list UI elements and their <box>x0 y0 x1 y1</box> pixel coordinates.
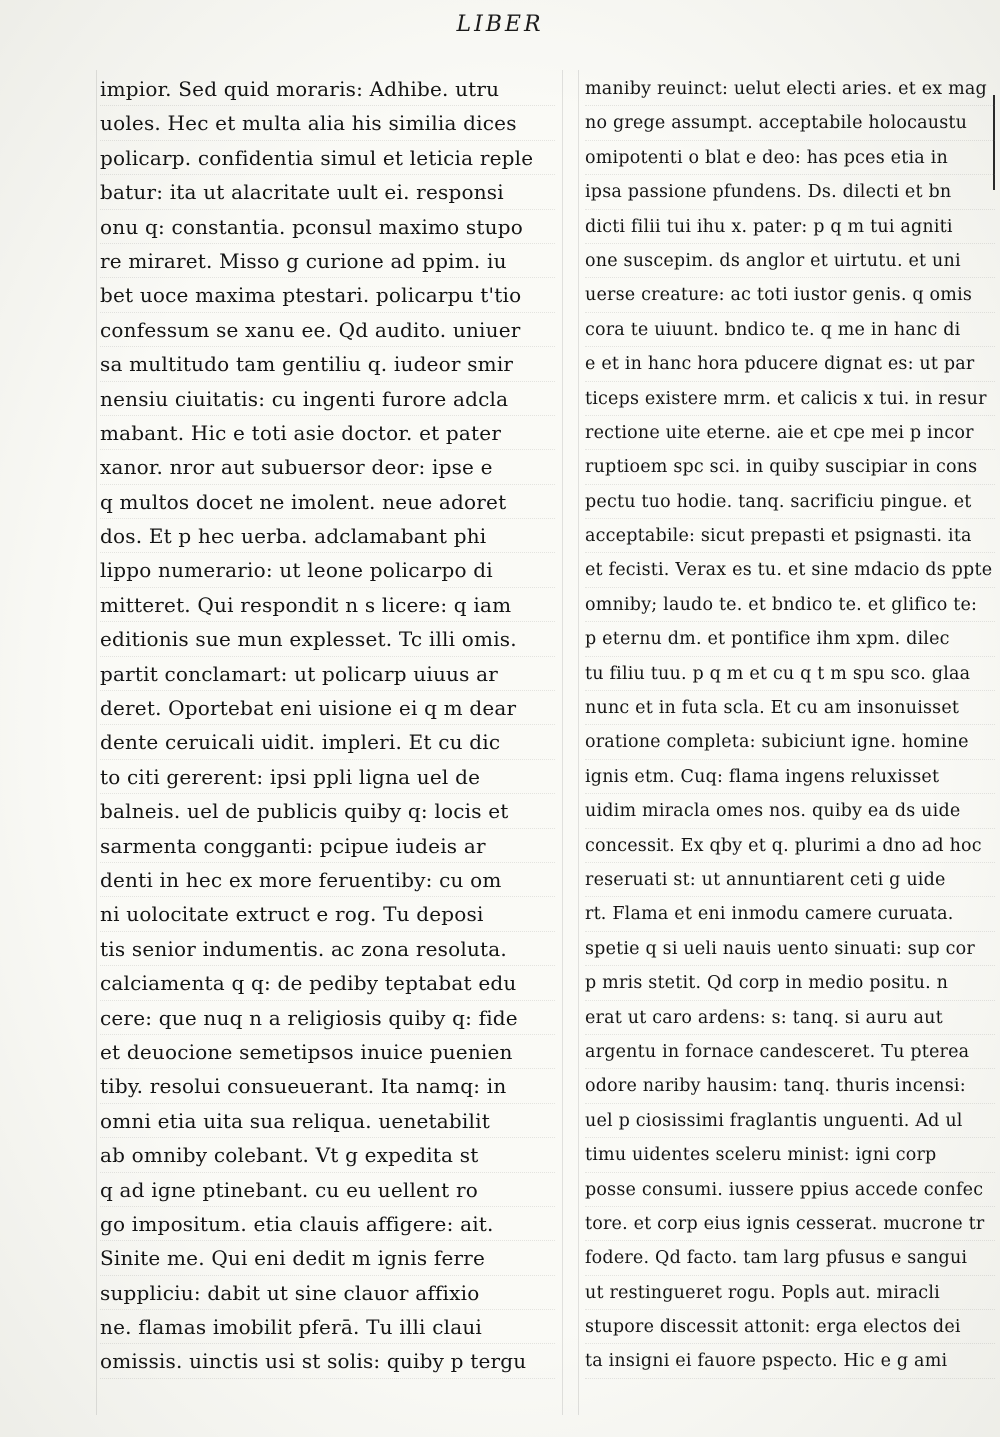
text-line: ne. flamas imobilit pferā. Tu illi claui <box>100 1310 555 1344</box>
text-line: uerse creature: ac toti iustor genis. q omis <box>585 278 995 312</box>
text-line: acceptabile: sicut prepasti et psignasti. ita <box>585 519 995 553</box>
text-line: argentu in fornace candesceret. Tu pterea <box>585 1035 995 1069</box>
text-line: uidim miracla omes nos. quiby ea ds uide <box>585 794 995 828</box>
text-line: odore nariby hausim: tanq. thuris incensi: <box>585 1069 995 1103</box>
text-line: tiby. resolui consueuerant. Ita namq: in <box>100 1069 555 1103</box>
text-line: Sinite me. Qui eni dedit m ignis ferre <box>100 1241 555 1275</box>
text-line: sa multitudo tam gentiliu q. iudeor smir <box>100 347 555 381</box>
text-line: lippo numerario: ut leone policarpo di <box>100 553 555 587</box>
text-line: one suscepim. ds anglor et uirtutu. et uni <box>585 244 995 278</box>
text-line: pectu tuo hodie. tanq. sacrificiu pingue. et <box>585 485 995 519</box>
text-line: batur: ita ut alacritate uult ei. responsi <box>100 175 555 209</box>
text-line: ipsa passione pfundens. Ds. dilecti et bn <box>585 175 995 209</box>
text-line: partit conclamart: ut policarp uiuus ar <box>100 657 555 691</box>
center-ruling-line-right <box>578 70 579 1415</box>
text-line: et deuocione semetipsos inuice puenien <box>100 1035 555 1069</box>
text-line: to citi gererent: ipsi ppli ligna uel de <box>100 760 555 794</box>
text-line: onu q: constantia. pconsul maximo stupo <box>100 210 555 244</box>
text-line: ab omniby colebant. Vt g expedita st <box>100 1138 555 1172</box>
text-line: uoles. Hec et multa alia his similia dices <box>100 106 555 140</box>
text-line: cora te uiuunt. bndico te. q me in hanc di <box>585 313 995 347</box>
text-line: mabant. Hic e toti asie doctor. et pater <box>100 416 555 450</box>
text-line: xanor. nror aut subuersor deor: ipse e <box>100 450 555 484</box>
text-line: ignis etm. Cuq: flama ingens reluxisset <box>585 760 995 794</box>
text-line: denti in hec ex more feruentiby: cu om <box>100 863 555 897</box>
text-line: ta insigni ei fauore pspecto. Hic e g ami <box>585 1344 995 1378</box>
text-line: reseruati st: ut annuntiarent ceti g uide <box>585 863 995 897</box>
text-line: mitteret. Qui respondit n s licere: q iam <box>100 588 555 622</box>
text-line: fodere. Qd facto. tam larg pfusus e sangui <box>585 1241 995 1275</box>
text-line: sarmenta congganti: pcipue iudeis ar <box>100 829 555 863</box>
text-line: oratione completa: subiciunt igne. homine <box>585 725 995 759</box>
text-line: policarp. confidentia simul et leticia reple <box>100 141 555 175</box>
text-line: dicti filii tui ihu x. pater: p q m tui agniti <box>585 210 995 244</box>
text-line: confessum se xanu ee. Qd audito. uniuer <box>100 313 555 347</box>
text-column-right <box>585 72 995 1422</box>
text-line: omniby; laudo te. et bndico te. et glifico te: <box>585 588 995 622</box>
text-line: spetie q si ueli nauis uento sinuati: sup cor <box>585 932 995 966</box>
text-line: cere: que nuq n a religiosis quiby q: fide <box>100 1001 555 1035</box>
text-line: q ad igne ptinebant. cu eu uellent ro <box>100 1173 555 1207</box>
text-line: deret. Oportebat eni uisione ei q m dear <box>100 691 555 725</box>
text-line: tu filiu tuu. p q m et cu q t m spu sco. glaa <box>585 657 995 691</box>
text-line: timu uidentes sceleru minist: igni corp <box>585 1138 995 1172</box>
left-column-lines <box>100 72 555 1379</box>
text-line: re miraret. Misso g curione ad ppim. iu <box>100 244 555 278</box>
text-line: ut restingueret rogu. Popls aut. miracli <box>585 1276 995 1310</box>
text-line: ticeps existere mrm. et calicis x tui. in resur <box>585 382 995 416</box>
text-line: no grege assumpt. acceptabile holocaustu <box>585 106 995 140</box>
text-column-left <box>100 72 555 1422</box>
text-line: dente ceruicali uidit. impleri. Et cu dic <box>100 725 555 759</box>
text-line: dos. Et p hec uerba. adclamabant phi <box>100 519 555 553</box>
text-line: editionis sue mun explesset. Tc illi omis. <box>100 622 555 656</box>
text-line: calciamenta q q: de pediby teptabat edu <box>100 966 555 1000</box>
text-line: posse consumi. iussere ppius accede confec <box>585 1173 995 1207</box>
text-line: rt. Flama et eni inmodu camere curuata. <box>585 897 995 931</box>
text-line: rectione uite eterne. aie et cpe mei p incor <box>585 416 995 450</box>
running-header: LIBER <box>456 12 544 37</box>
text-line: balneis. uel de publicis quiby q: locis et <box>100 794 555 828</box>
text-line: e et in hanc hora pducere dignat es: ut par <box>585 347 995 381</box>
text-line: nensiu ciuitatis: cu ingenti furore adcla <box>100 382 555 416</box>
text-line: p mris stetit. Qd corp in medio positu. n <box>585 966 995 1000</box>
text-line: p eternu dm. et pontifice ihm xpm. dilec <box>585 622 995 656</box>
text-line: impior. Sed quid moraris: Adhibe. utru <box>100 72 555 106</box>
text-line: ni uolocitate extruct e rog. Tu deposi <box>100 897 555 931</box>
center-ruling-line-left <box>562 70 563 1415</box>
left-ruling-line <box>96 70 97 1415</box>
text-line: omipotenti o blat e deo: has pces etia in <box>585 141 995 175</box>
text-line: q multos docet ne imolent. neue adoret <box>100 485 555 519</box>
text-line: maniby reuinct: uelut electi aries. et ex mag <box>585 72 995 106</box>
text-line: et fecisti. Verax es tu. et sine mdacio ds ppte <box>585 553 995 587</box>
text-line: erat ut caro ardens: s: tanq. si auru aut <box>585 1001 995 1035</box>
text-line: concessit. Ex qby et q. plurimi a dno ad hoc <box>585 829 995 863</box>
text-line: uel p ciosissimi fraglantis unguenti. Ad ul <box>585 1104 995 1138</box>
text-line: stupore discessit attonit: erga electos dei <box>585 1310 995 1344</box>
text-line: bet uoce maxima ptestari. policarpu t'tio <box>100 278 555 312</box>
text-line: omni etia uita sua reliqua. uenetabilit <box>100 1104 555 1138</box>
text-line: tis senior indumentis. ac zona resoluta. <box>100 932 555 966</box>
text-line: go impositum. etia clauis affigere: ait. <box>100 1207 555 1241</box>
text-line: tore. et corp eius ignis cesserat. mucrone tr <box>585 1207 995 1241</box>
text-line: omissis. uinctis usi st solis: quiby p tergu <box>100 1344 555 1378</box>
text-line: suppliciu: dabit ut sine clauor affixio <box>100 1276 555 1310</box>
text-line: ruptioem spc sci. in quiby suscipiar in cons <box>585 450 995 484</box>
text-line: nunc et in futa scla. Et cu am insonuisset <box>585 691 995 725</box>
right-column-lines <box>585 72 995 1379</box>
